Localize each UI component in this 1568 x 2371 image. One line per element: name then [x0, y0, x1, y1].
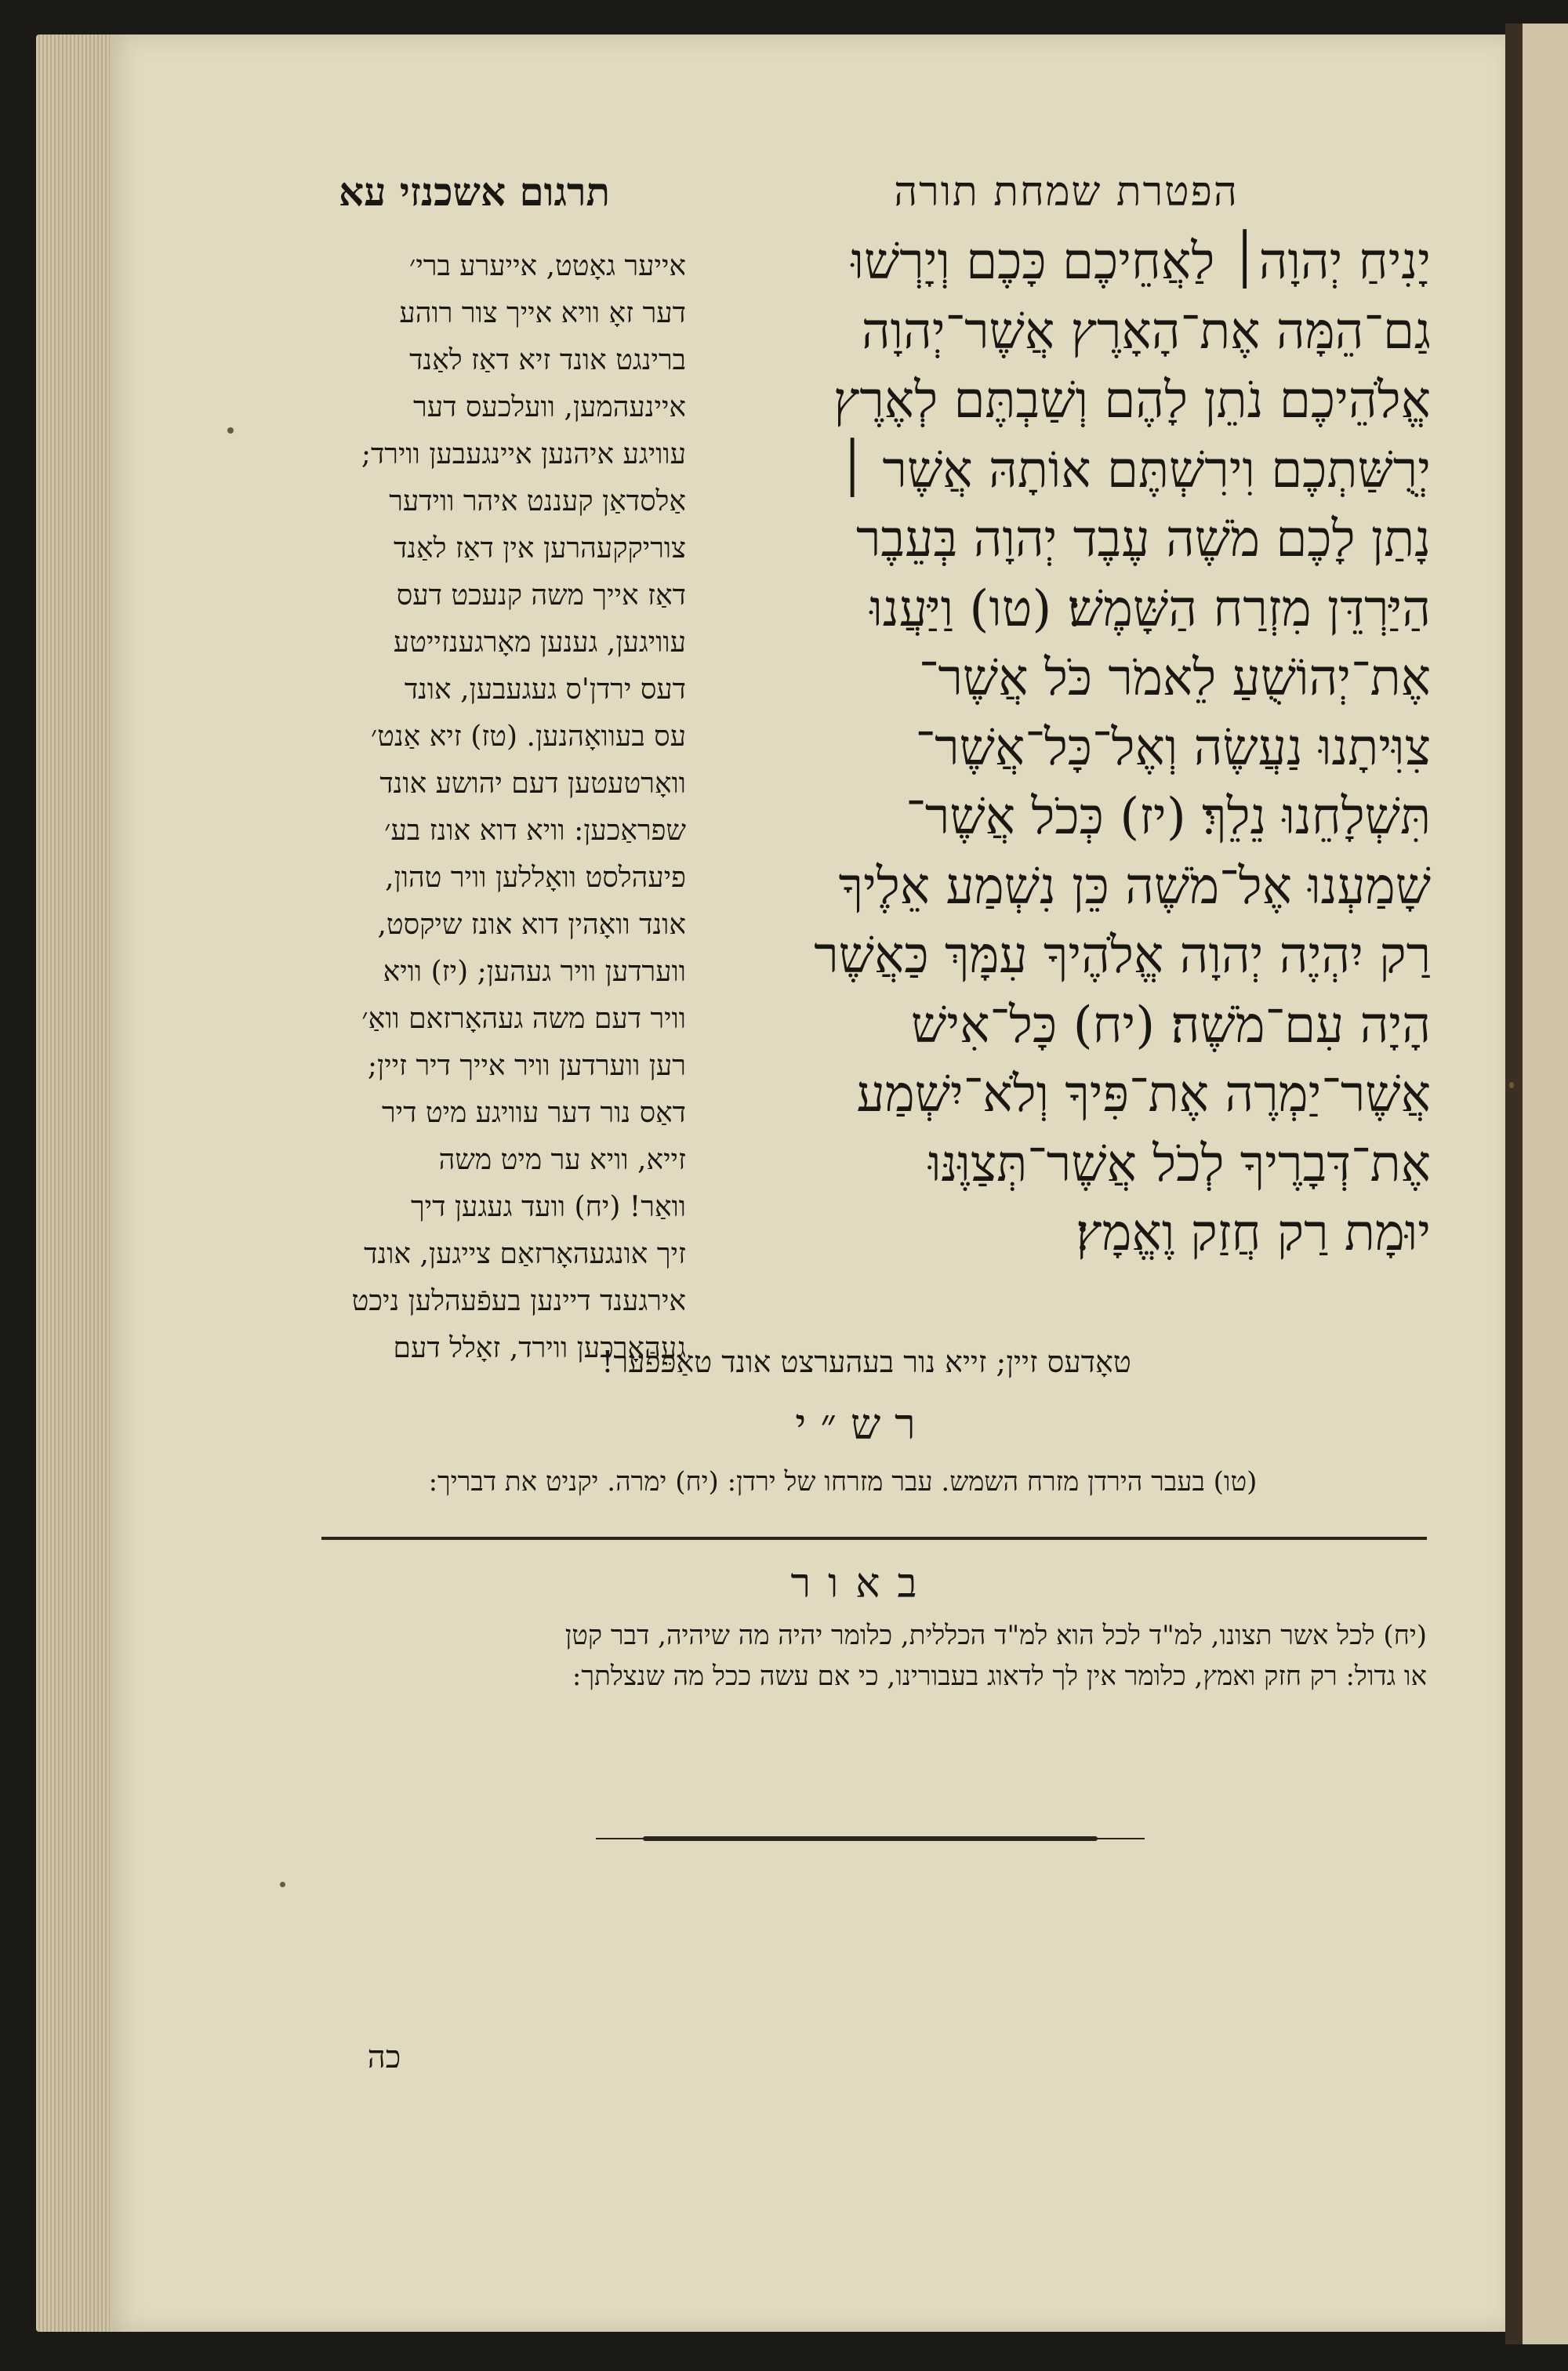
targum-line: דאַז אייך משה קנעכט דעס: [396, 579, 686, 612]
targum-line: אירגענד דיינען בעפֿעהלען ניכט: [351, 1285, 686, 1317]
biur-commentary: [314, 1615, 1427, 1697]
biur-line: או גדול: רק חזק ואמץ, כלומר אין לך לדאוג בעבורינו, כי אם עשה ככל מה שנצלתך:: [572, 1661, 1427, 1692]
targum-line: עס בעוואָהנען. (טז) זיא אַנט׳: [370, 721, 686, 753]
targum-line: עוויגען, גענען מאָרגענזייטע: [393, 626, 686, 659]
targum-line: פיעהלסט וואָללען וויר טהון,: [385, 862, 686, 894]
targum-tail-line: טאָדעס זיין; זייא נור בעהערצט אונד טאַפּפֿער!: [601, 1345, 1131, 1379]
targum-line: אונד וואָהין דוא אונז שיקסט,: [377, 909, 686, 941]
targum-line: וואַר! (יח) וועד געגען דיך: [410, 1191, 686, 1223]
hebrew-line: רַק יִהְיֶה יְהוָה אֱלֹהֶיךָ עִמָּךְ כַּאֲשֶׁר: [814, 927, 1431, 985]
hebrew-line: גַם־הֵמָּה אֶת־הָאָרֶץ אֲשֶׁר־יְהוָה: [861, 302, 1431, 361]
targum-line: אייער גאָטט, אייערע ברי׳: [409, 250, 686, 282]
targum-line: זיך אונגעהאָרזאַם צייגען, אונד: [364, 1238, 686, 1270]
hebrew-line: יְרֻשַּׁתְכֶם וִירִשְׁתֶּם אוֹתָהּ אֲשֶׁר ׀: [838, 441, 1431, 499]
next-page-edge: [1523, 24, 1568, 2344]
targum-line: שפראַכען: וויא דוא אונז בע׳: [384, 815, 686, 847]
gutter: [1505, 24, 1523, 2344]
hebrew-line: יוּמָת רַק חֲזַק וֶאֱמָץ׃: [1076, 1204, 1431, 1262]
targum-line: וואָרטעטען דעם יהושע אונד: [379, 768, 686, 800]
end-ornament-rule: [643, 1836, 1098, 1841]
hebrew-line: הָיָה עִם־מֹשֶׁה׃ (יח) כָּל־אִישׁ: [911, 996, 1431, 1055]
hebrew-line: אֱלֹהֵיכֶם נֹתֵן לָהֶם וְשַׁבְתֶּם לְאֶרֶץ: [833, 372, 1431, 430]
targum-line: דער זאָ וויא אייך צור רוהע: [399, 297, 686, 329]
targum-line: צוריקקעהרען אין דאַז לאַנד: [393, 532, 686, 565]
hebrew-line: אֶת־יְהוֹשֻׁעַ לֵאמֹר כֹּל אֲשֶׁר־: [918, 649, 1431, 707]
rashi-title: רש״י: [795, 1400, 930, 1449]
targum-line: דאַס נור דער עוויגע מיט דיר: [381, 1097, 686, 1129]
targum-line: געהאָרכען ווירד, זאָלל דעם: [393, 1332, 686, 1364]
biur-title: באור: [790, 1560, 935, 1607]
rashi-commentary: (טו) בעבר הירדן מזרח השמש. עבר מזרחו של ירדן: (יח) ימרה. יקניט את דבריך:: [428, 1466, 1258, 1498]
hebrew-line: שָׁמַעְנוּ אֶל־מֹשֶׁה כֵּן נִשְׁמַע אֵלֶיךָ: [838, 857, 1431, 916]
targum-line: ברינגט אונד זיא דאַז לאַנד: [409, 344, 686, 376]
hebrew-line: יָנִיחַ יְהוָה׀ לַאֲחֵיכֶם כָּכֶם וְיָרְשׁוּ: [851, 233, 1431, 291]
targum-line: ווערדען וויר געהען; (יז) וויא: [383, 956, 686, 988]
targum-line: עוויגע איהנען איינגעבען ווירד;: [361, 438, 686, 470]
page-number: כה: [367, 2039, 401, 2075]
targum-line: זייא, וויא ער מיט משה: [438, 1144, 686, 1176]
hebrew-line: אֲשֶׁר־יַמְרֶה אֶת־פִּיךָ וְלֹא־יִשְׁמַע: [856, 1066, 1431, 1124]
targum-title: תרגום אשכנזי עא: [338, 169, 611, 215]
hebrew-line: הַיַּרְדֵּן מִזְרַח הַשָּׁמֶשׁ׃ (טו) וַיַּעֲנוּ: [869, 579, 1431, 638]
hebrew-text-column: [729, 227, 1431, 1269]
targum-line: דעס ירדן'ס געגעבען, אונד: [404, 674, 686, 706]
targum-line: אַלסדאַן קעננט איהר ווידער: [389, 485, 686, 517]
haftarah-title: הפטרת שמחת תורה: [894, 169, 1239, 216]
section-divider: [321, 1537, 1427, 1540]
hebrew-line: נָתַן לָכֶם מֹשֶׁה עֶבֶד יְהוָה בְּעֵבֶר: [855, 510, 1431, 568]
targum-line: וויר דעם משה געהאָרזאם וואַ׳: [361, 1003, 686, 1035]
targum-line: רען ווערדען וויר אייך דיר זיין;: [367, 1050, 686, 1082]
targum-text-column: [282, 243, 686, 1372]
targum-line: איינעהמען, וועלכעס דער: [413, 391, 686, 423]
paper-spot: [1509, 1082, 1514, 1088]
paper-spot: [227, 427, 234, 434]
hebrew-line: תִּשְׁלָחֵנוּ נֵלֵךְ׃ (יז) כְּכֹל אֲשֶׁר־: [906, 788, 1431, 846]
biur-line: (יח) לכל אשר תצונו, למ"ד לכל הוא למ"ד הכללית, כלומר יהיה מה שיהיה, דבר קטן: [564, 1620, 1427, 1651]
paper-spot: [280, 1882, 285, 1887]
hebrew-line: צִוִּיתָנוּ נַעֲשֶׂה וְאֶל־כָּל־אֲשֶׁר־: [915, 718, 1431, 777]
hebrew-line: אֶת־דְּבָרֶיךָ לְכֹל אֲשֶׁר־תְּצַוֶּנּוּ: [928, 1135, 1431, 1193]
